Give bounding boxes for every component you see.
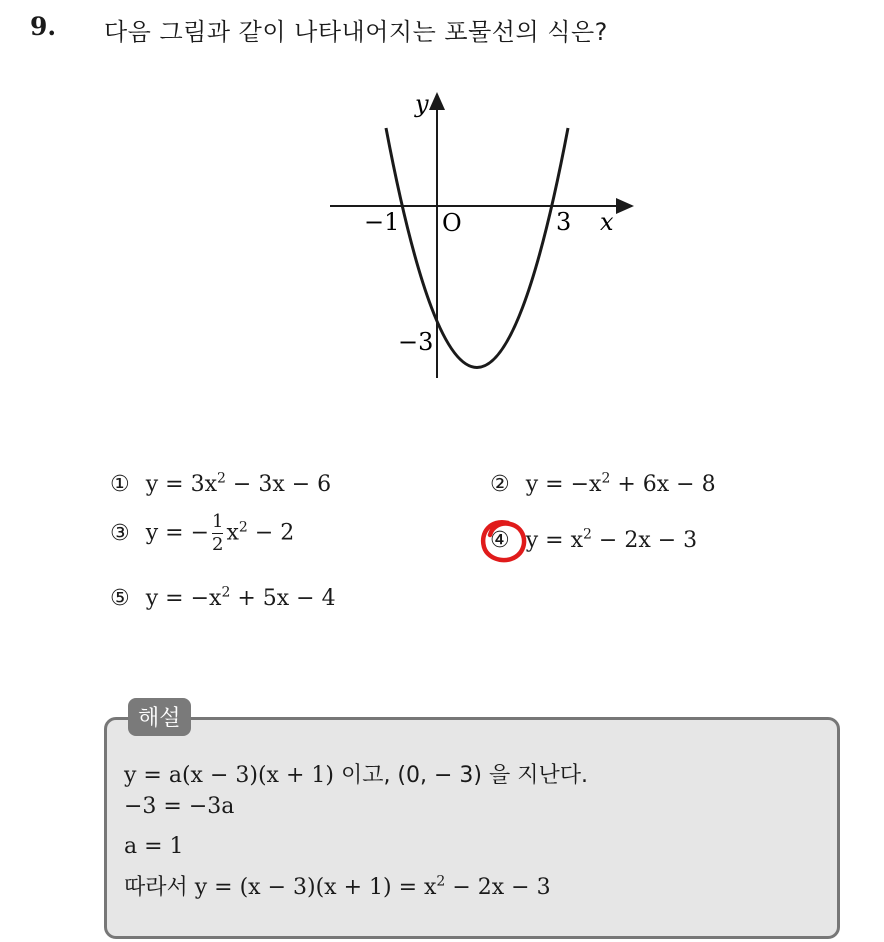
choice-1-prefix: y = 3x [145,472,217,497]
choice-5-exponent: 2 [221,584,231,601]
x-axis-label: x [600,208,614,236]
y-axis-label: y [415,90,429,118]
origin-label: O [442,209,462,237]
explanation-line-3: a = 1 [124,834,184,859]
explanation-box [104,717,840,939]
explanation-line-4-exponent: 2 [436,873,446,890]
question-number: 9. [30,12,57,41]
explanation-line-4-suffix: − 2x − 3 [445,875,551,900]
choice-4-prefix: y = x [525,528,583,553]
choice-3-mid: x [226,520,239,546]
choice-1[interactable] [110,472,331,497]
choice-4-exponent: 2 [583,526,592,543]
choice-1-number: ① [110,472,130,497]
explanation-line-4-math: y = (x − 3)(x + 1) = x [194,875,437,900]
x-intercept-left-label: −1 [364,208,400,236]
choice-3-frac-numerator: 1 [212,511,224,532]
choice-5-prefix: y = −x [145,586,222,611]
choice-1-exponent: 2 [217,470,226,487]
choice-4-number: ④ [490,528,510,553]
choice-2[interactable] [490,472,716,497]
choice-4-suffix: − 2x − 3 [591,528,698,553]
explanation-line-4 [124,870,551,901]
choice-3[interactable] [110,512,294,555]
choice-2-prefix: y = −x [525,472,602,497]
choice-3-number: ③ [110,521,130,547]
explanation-line-1-text: 이고, (0, − 3) 을 지난다. [333,763,588,788]
explanation-line-1 [124,758,588,789]
explanation-line-1-math: y = a(x − 3)(x + 1) [124,763,334,788]
choice-1-suffix: − 3x − 6 [225,472,332,497]
y-intercept-label: −3 [398,328,434,356]
choice-2-suffix: + 6x − 8 [610,472,716,497]
explanation-tag: 해설 [128,698,191,736]
x-intercept-right-label: 3 [556,208,572,236]
explanation-line-4-text: 따라서 [124,875,195,900]
parabola-graph [320,88,640,388]
choice-5-suffix: + 5x − 4 [230,586,336,611]
question-text: 다음 그림과 같이 나타내어지는 포물선의 식은? [104,18,608,46]
choice-3-exponent: 2 [238,519,248,536]
choice-2-exponent: 2 [601,470,611,487]
choice-2-number: ② [490,472,510,497]
choice-3-frac-denominator: 2 [212,533,224,555]
choice-5-number: ⑤ [110,586,130,611]
choice-3-fraction [212,512,223,555]
choice-5[interactable] [110,586,336,611]
choice-3-prefix: y = − [145,520,210,546]
explanation-line-2: −3 = −3a [124,794,235,819]
answer-circle-mark [478,517,530,567]
choice-3-suffix: − 2 [247,520,295,546]
